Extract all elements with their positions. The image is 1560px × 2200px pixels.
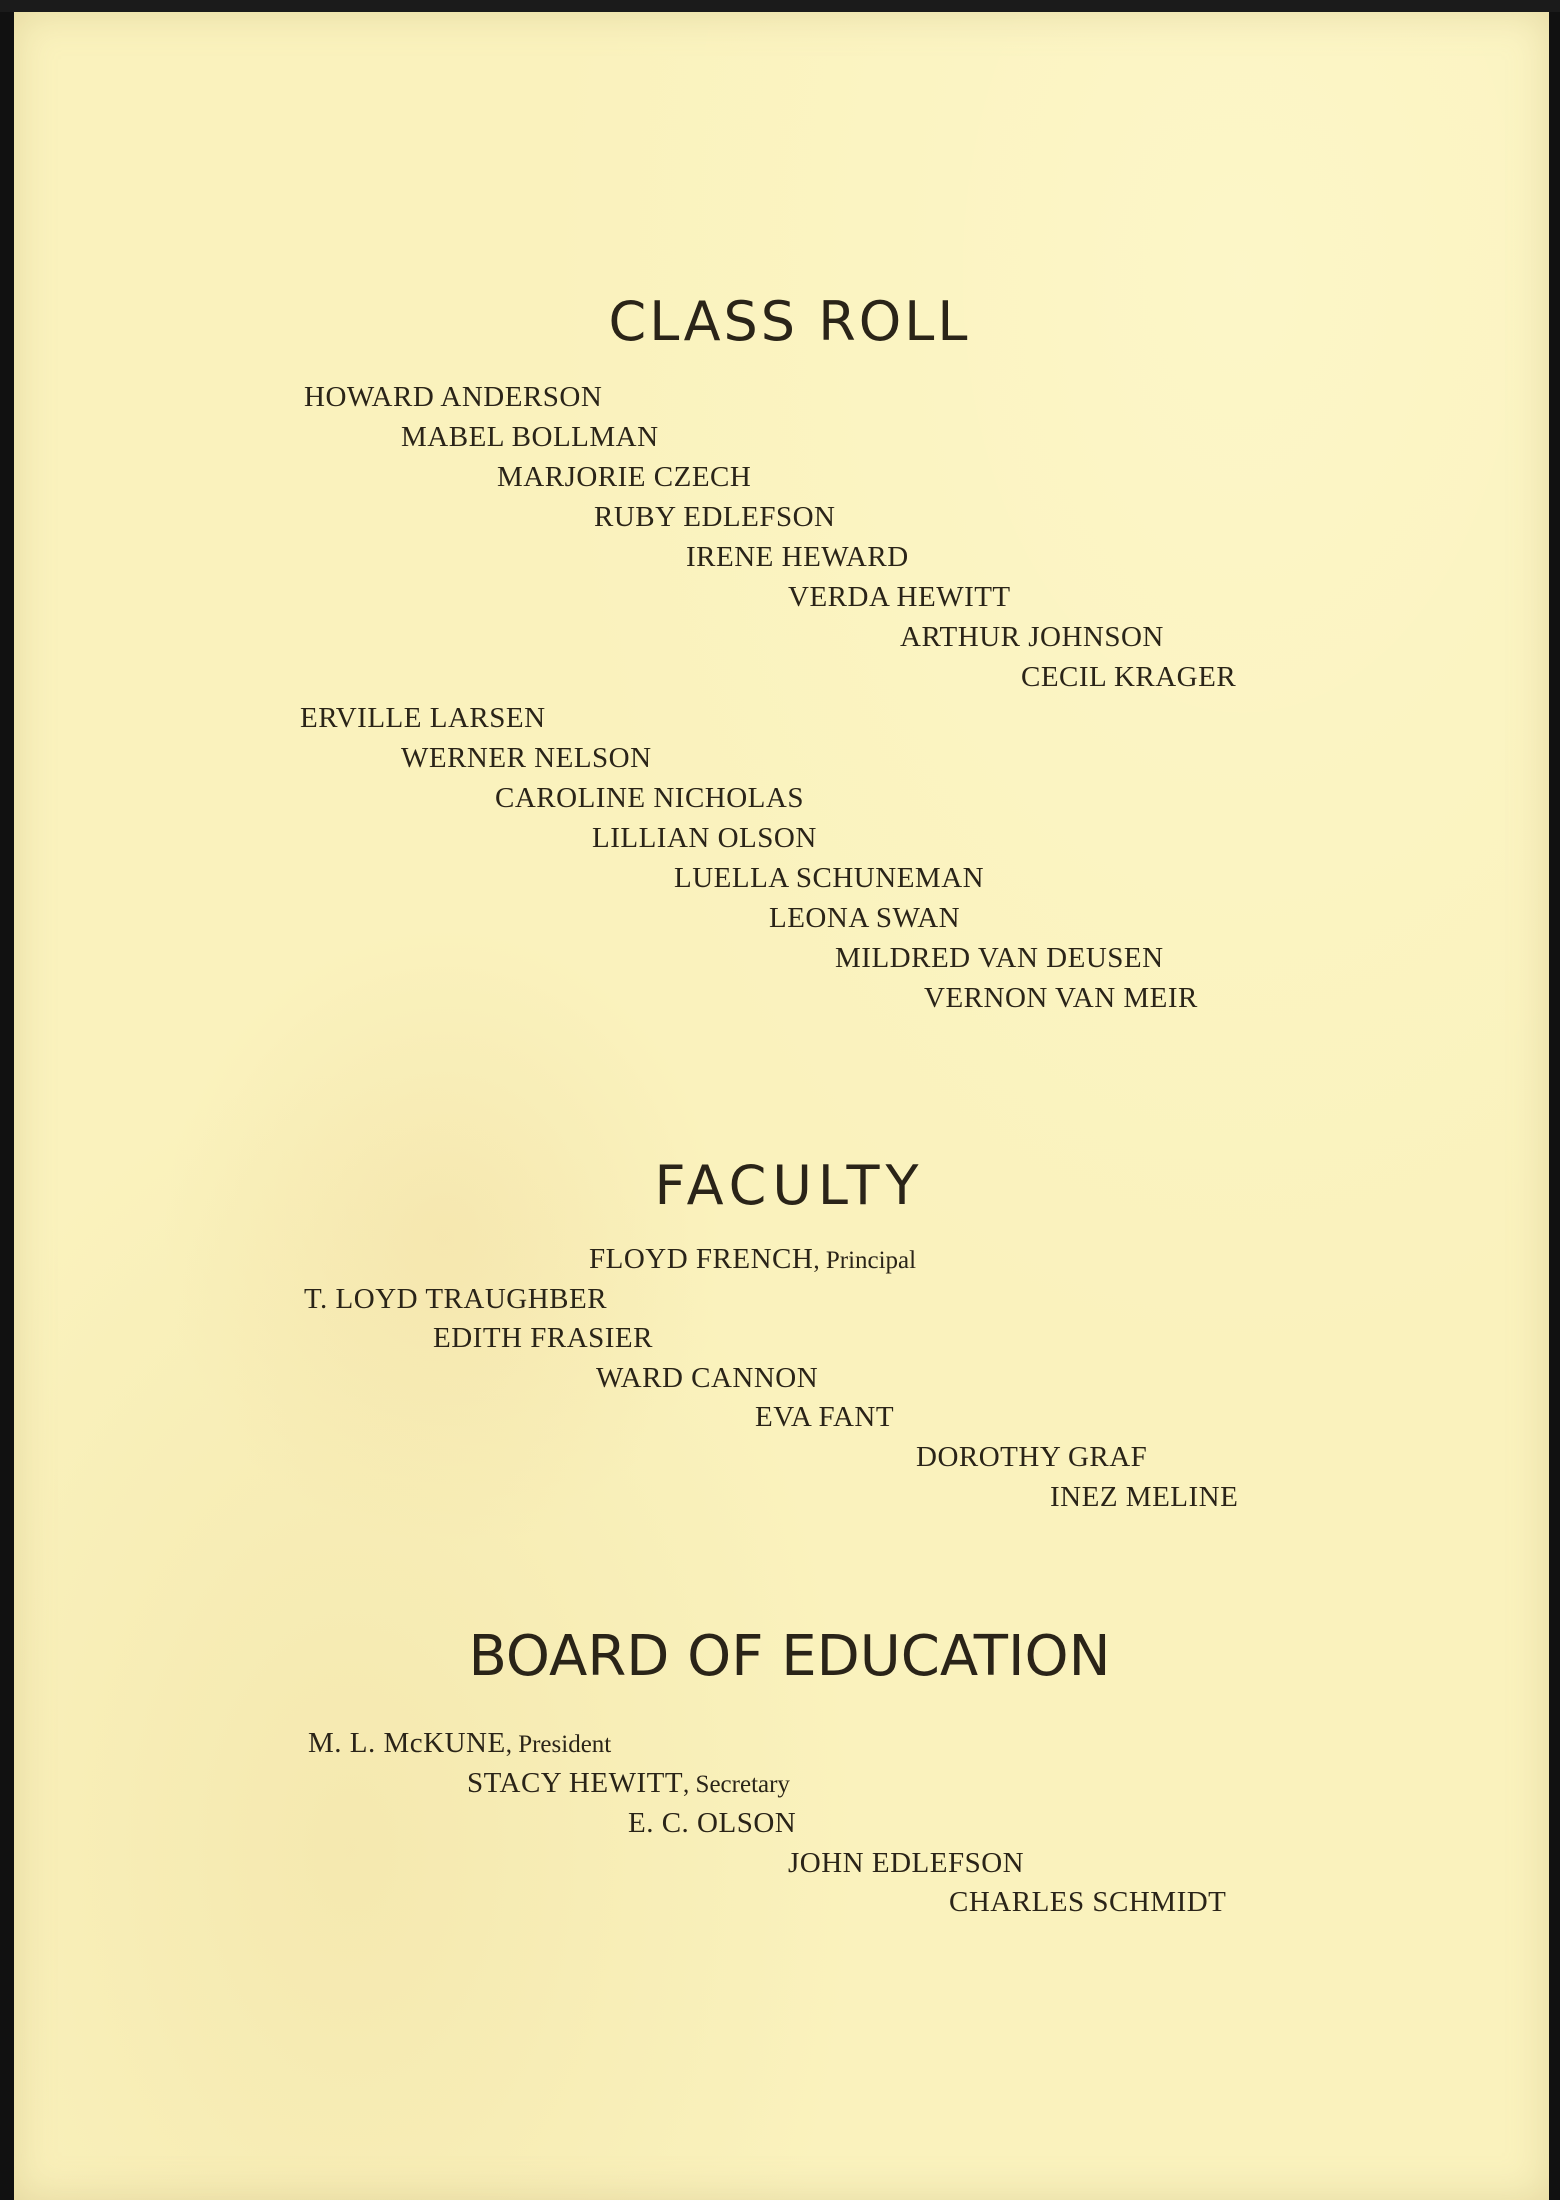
class-roll-name: HOWARD ANDERSON [304, 381, 603, 413]
program-page [14, 12, 1549, 2200]
faculty-member [596, 1361, 818, 1395]
class-roll-name: MARJORIE CZECH [497, 461, 752, 493]
board-member-name: CHARLES SCHMIDT [949, 1886, 1227, 1918]
class-roll-name: CECIL KRAGER [1021, 661, 1237, 693]
scan-border [0, 0, 1560, 12]
class-roll-name: ERVILLE LARSEN [300, 702, 546, 734]
class-roll-name: LEONA SWAN [769, 902, 961, 934]
class-roll-name: WERNER NELSON [401, 742, 652, 774]
class-roll-name: IRENE HEWARD [686, 541, 909, 573]
class-roll-heading: CLASS ROLL [608, 290, 971, 353]
class-roll-name: LUELLA SCHUNEMAN [674, 862, 985, 894]
board-member-name: JOHN EDLEFSON [788, 1847, 1025, 1879]
class-roll-name: VERNON VAN MEIR [924, 982, 1198, 1014]
board-member-name: STACY HEWITT [467, 1767, 684, 1799]
faculty-member-name: INEZ MELINE [1050, 1481, 1239, 1513]
board-member [308, 1726, 611, 1762]
board-member-role: , Secretary [683, 1771, 790, 1798]
board-member [628, 1806, 796, 1840]
faculty-member-name: DOROTHY GRAF [916, 1441, 1148, 1473]
board-member-name: E. C. OLSON [628, 1807, 797, 1839]
board-member [949, 1885, 1226, 1919]
faculty-member [755, 1400, 894, 1434]
class-roll-name: ARTHUR JOHNSON [900, 621, 1164, 653]
faculty-member [589, 1242, 916, 1278]
board-of-education-heading: BOARD OF EDUCATION [468, 1624, 1111, 1689]
faculty-member-name: EDITH FRASIER [433, 1322, 653, 1354]
class-roll-name: VERDA HEWITT [788, 581, 1011, 613]
faculty-member-role: , Principal [813, 1247, 917, 1274]
faculty-member-name: EVA FANT [755, 1401, 895, 1433]
class-roll-name: CAROLINE NICHOLAS [495, 782, 804, 814]
class-roll-name: RUBY EDLEFSON [594, 501, 836, 533]
faculty-member-name: FLOYD FRENCH [589, 1243, 814, 1275]
faculty-heading: FACULTY [654, 1154, 925, 1217]
class-roll-name: LILLIAN OLSON [592, 822, 817, 854]
faculty-member [433, 1321, 653, 1355]
faculty-member-name: T. LOYD TRAUGHBER [304, 1283, 608, 1315]
class-roll-name: MILDRED VAN DEUSEN [835, 942, 1164, 974]
faculty-member [916, 1440, 1147, 1474]
faculty-member-name: WARD CANNON [596, 1362, 819, 1394]
board-member [788, 1846, 1024, 1880]
board-member-name: M. L. McKUNE [308, 1727, 506, 1759]
faculty-member [304, 1282, 607, 1316]
board-member-role: , President [505, 1731, 612, 1758]
class-roll-name: MABEL BOLLMAN [401, 421, 659, 453]
board-member [467, 1766, 790, 1802]
faculty-member [1050, 1480, 1238, 1514]
